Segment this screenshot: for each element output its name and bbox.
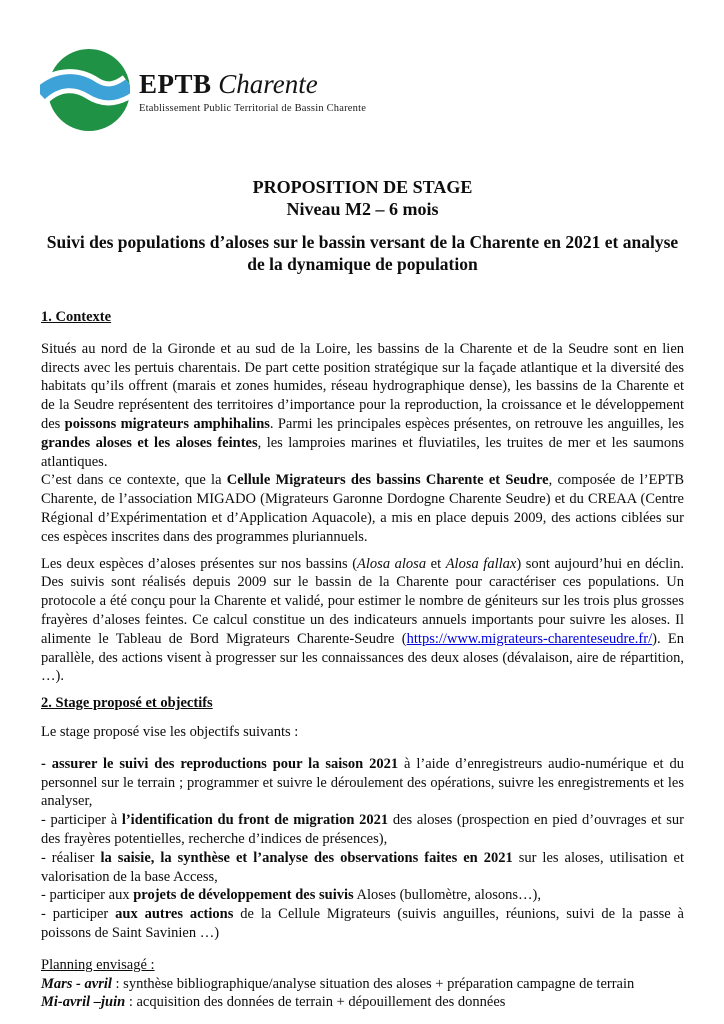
objectives-list	[41, 755, 684, 943]
text-run: , composée de l’EPTB Charente, de l’association MIGADO (Migrateurs Garonne Dordogne Charente Seudre) et du CREAA (Centre Régional d’Expérimentation et d’Application Aquacole), a mis en place depuis 2009, des actions ciblées sur ces espèces inscrites dans des programmes pluriannuels.	[41, 472, 684, 545]
text-run: Mi-avril –juin	[41, 994, 126, 1011]
text-run: la saisie, la synthèse et l’analyse des observations faites en 2021	[100, 849, 513, 866]
text-run: des aloses (prospection en pied d’ouvrages et sur des frayères potentielles, recherche d’indices de présences),	[41, 812, 684, 847]
text-run: poissons migrateurs amphihalins	[64, 415, 270, 432]
planning-line-2	[41, 993, 684, 1012]
text-run: sur les aloses, utilisation et valorisation de la base Access,	[41, 849, 685, 885]
page-content	[41, 0, 684, 1012]
logo-brand	[139, 69, 366, 99]
objectives-intro: Le stage proposé vise les objectifs suivants :	[41, 723, 299, 740]
text-run: C’est dans ce contexte, que la	[41, 472, 227, 489]
text-run: - participer	[41, 906, 116, 923]
species-paragraph	[41, 555, 684, 687]
text-run: aux autres actions	[115, 906, 234, 923]
text-run: ). En parallèle, des actions visent à progresser sur les connaissances des deux aloses (dévalaison, aire de répartition, …).	[41, 630, 685, 685]
text-run: projets de développement des suivis	[133, 887, 354, 904]
text-run: Alosa alosa	[357, 555, 427, 572]
text-run: ) sont aujourd’hui en déclin. Des suivis sont réalisés depuis 2009 sur le bassin de la Charente pour caractériser ces populations. Un protocole a été conçu pour la Charente et validé, pour estimer le nombre de géniteurs sur les trois plus grosses frayères d’aloses feintes. Ce calcul constitue un des indicateurs annuels importants pour suivre les aloses. Il alimente le Tableau de Bord Migrateurs Charente-Seudre (	[41, 555, 685, 647]
text-run: . Parmi les principales espèces présentes, on retrouve les anguilles, les	[269, 415, 684, 432]
doc-subject: Suivi des populations d’aloses sur le bassin versant de la Charente en 2021 et analyse de la dynamique de population	[46, 232, 679, 274]
objective-item-4	[41, 886, 684, 905]
planning-heading: Planning envisagé :	[41, 956, 155, 973]
logo-brand-charente: Charente	[211, 69, 318, 99]
eptb-logo	[40, 49, 684, 139]
doc-title-line1: PROPOSITION DE STAGE	[252, 177, 473, 197]
section-2-heading: 2. Stage proposé et objectifs	[41, 695, 213, 712]
text-run: et	[426, 555, 446, 572]
text-run: Mars - avril	[41, 975, 112, 992]
text-run: : acquisition des données de terrain + dépouillement des données	[125, 994, 506, 1011]
logo-brand-eptb: EPTB	[139, 69, 212, 99]
objective-item-2	[41, 811, 684, 849]
text-run: grandes aloses et les aloses feintes	[41, 434, 258, 451]
objective-item-1	[41, 755, 684, 811]
text-run: Alosa fallax	[445, 555, 517, 572]
doc-title-block	[41, 176, 684, 220]
text-run: à l’aide d’enregistreurs audio-numérique et du personnel sur le terrain ; programmer et suivre le déroulement des opérations, suivre les enregistrements et les analyser,	[41, 755, 684, 810]
logo-tagline: Etablissement Public Territorial de Bassin Charente	[139, 103, 367, 114]
migrateurs-url-link[interactable]: https://www.migrateurs-charenteseudre.fr/	[406, 630, 653, 647]
doc-title-line2: Niveau M2 – 6 mois	[286, 199, 439, 219]
text-run: l’identification du front de migration 2021	[121, 812, 389, 829]
text-run: , les lamproies marines et fluviatiles, les truites de mer et les saumons atlantiques.	[41, 434, 684, 470]
text-run: - réaliser	[41, 849, 101, 866]
section-1-heading: 1. Contexte	[41, 309, 112, 325]
text-run: - participer aux	[41, 887, 134, 904]
eptb-logo-icon	[40, 49, 130, 131]
text-run: Situés au nord de la Gironde et au sud de la Loire, les bassins de la Charente et de la Seudre sont en lien directs avec les pertuis charentais. De part cette position stratégique sur la façade atlantique et la diversité des habitats qu’ils offrent (marais et zones humides, réseau hydrographique dense), les bassins de la Charente et de la Seudre représentent des territoires d’importance pour la reproduction, la croissance et le développement des	[41, 340, 684, 432]
text-run: Aloses (bullomètre, alosons…),	[353, 887, 541, 904]
context-paragraph-b	[41, 471, 684, 546]
objective-item-5	[41, 905, 684, 943]
text-run: Les deux espèces d’aloses présentes sur nos bassins (	[41, 555, 358, 572]
planning-line-1	[41, 975, 684, 994]
text-run: - assurer le suivi des reproductions pour la saison 2021	[41, 755, 399, 772]
objective-item-3	[41, 849, 684, 887]
text-run: de la Cellule Migrateurs (suivis anguilles, réunions, suivi de la passe à poissons de Saint Savinien …)	[41, 906, 684, 941]
text-run: : synthèse bibliographique/analyse situation des aloses + préparation campagne de terrain	[111, 975, 635, 992]
context-paragraph-a	[41, 340, 684, 472]
text-run: - participer à	[41, 812, 122, 829]
logo-text-block	[139, 49, 366, 115]
text-run: Cellule Migrateurs des bassins Charente et Seudre	[226, 472, 549, 489]
